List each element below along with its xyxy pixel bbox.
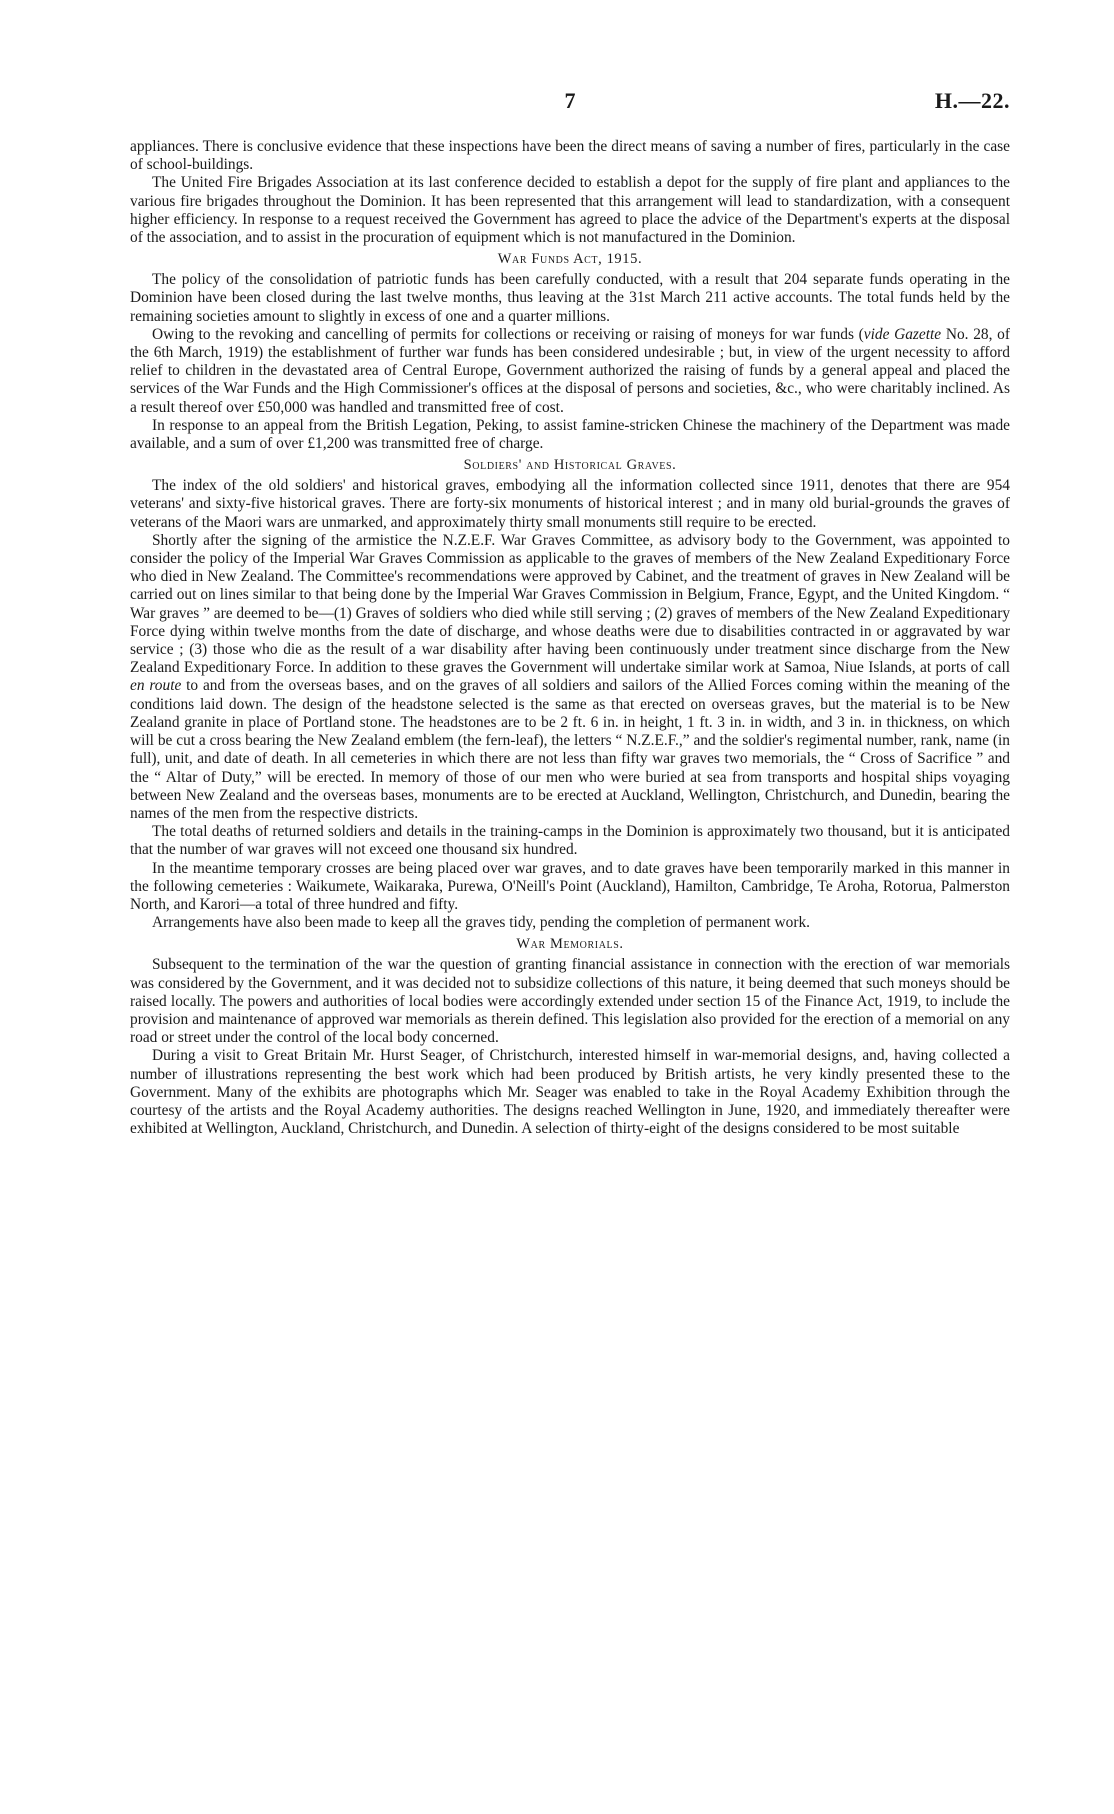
page-header [130, 88, 1010, 124]
document-page [130, 88, 1010, 1138]
paragraph-committee-part-a: Shortly after the signing of the armistice the N.Z.E.F. War Graves Committee, as advisory body to the Government, was appointed to consider the policy of the Imperial War Graves Commission as applicable to the graves of members of the New Zealand Expeditionary Force who died in New Zealand. The Committee's recommendations were approved by Cabinet, and the treatment of graves in New Zealand will be carried out on lines similar to that being done by the Imperial War Graves Commission in Belgium, France, Egypt, and the United Kingdom. “ War graves ” are deemed to be—(1) Graves of soldiers who died while still serving ; (2) graves of members of the New Zealand Expeditionary Force dying within twelve months from the date of discharge, and whose deaths were due to disabilities contracted in or aggravated by war service ; (3) those who die as the result of a war disability after having been continuously under treatment since discharge from the New Zealand Expeditionary Force. In addition to these graves the Government will undertake similar work at Samoa, Niue Islands, at ports of call [130, 531, 1011, 677]
paragraph-permits [130, 326, 1010, 417]
vide-gazette-italic: vide Gazette [863, 325, 942, 343]
paragraph-peking-appeal: In response to an appeal from the British Legation, Peking, to assist famine-stricken Chinese the machinery of the Department was made available, and a sum of over £1,200 was transmitted free of charge. [130, 416, 1010, 453]
paragraph-permits-part-b: No. 28, of the 6th March, 1919) the establishment of further war funds has been considered undesirable ; but, in view of the urgent necessity to afford relief to children in the devastated area of Central Europe, Government authorized the raising of funds by a general appeal and placed the services of the War Funds and the High Commissioner's offices at the disposal of persons and societies, &c., who were charitably inclined. As a result thereof over £50,000 was handled and transmitted free of cost. [130, 325, 1010, 416]
paragraph-appliances: appliances. There is conclusive evidence that these inspections have been the direct means of saving a number of fires, particularly in the case of school-buildings. [130, 138, 1010, 174]
paragraph-total-deaths: The total deaths of returned soldiers and details in the training-camps in the Dominion is approximately two thousand, but it is anticipated that the number of war graves will not exceed one thousand six hundred. [130, 823, 1010, 859]
paragraph-graves-index: The index of the old soldiers' and historical graves, embodying all the information collected since 1911, denotes that there are 954 veterans' and sixty-five historical graves. There are forty-six monuments of historical interest ; and in many old burial-grounds the graves of veterans of the Maori wars are unmarked, and approximately thirty small monuments still require to be erected. [130, 477, 1010, 531]
paragraph-committee-part-b: to and from the overseas bases, and on the graves of all soldiers and sailors of the Allied Forces coming within the meaning of the conditions laid down. The design of the headstone selected is the same as that erected on overseas graves, but the material is to be New Zealand granite in place of Portland stone. The headstones are to be 2 ft. 6 in. in height, 1 ft. 3 in. in width, and 3 in. in thickness, on which will be cut a cross bearing the New Zealand emblem (the fern-leaf), the letters “ N.Z.E.F.,” and the soldier's regimental number, rank, name (in full), unit, and date of death. In all cemeteries in which there are not less than fifty war graves two memorials, the “ Cross of Sacrifice ” and the “ Altar of Duty,” will be erected. In memory of those of our men who were buried at sea from transports and hospital ships voyaging between New Zealand and the overseas bases, monuments are to be erected at Auckland, Wellington, Christchurch, and Dunedin, bearing the names of the men from the respective districts. [130, 677, 1010, 822]
paragraph-hurst-seager: During a visit to Great Britain Mr. Hurst Seager, of Christchurch, interested himself in war-memorial designs, and, having collected a number of illustrations representing the best work which had been produced by British artists, he very kindly presented these to the Government. Many of the exhibits are photographs which Mr. Seager was enabled to take in the Royal Academy Exhibition through the courtesy of the artists and the Royal Academy authorities. The designs reached Wellington in June, 1920, and immediately thereafter were exhibited at Wellington, Auckland, Christchurch, and Dunedin. A selection of thirty-eight of the designs considered to be most suitable [130, 1047, 1010, 1138]
heading-soldiers-graves: Soldiers' and Historical Graves. [463, 457, 677, 474]
paragraph-graves-tidy: Arrangements have also been made to keep all the graves tidy, pending the completion of permanent work. [152, 914, 811, 932]
en-route-italic: en route [130, 677, 182, 695]
paragraph-fire-brigades: The United Fire Brigades Association at its last conference decided to establish a depot for the supply of fire plant and appliances to the various fire brigades throughout the Dominion. It has been represented that this arrangement will lead to standardization, with a consequent higher efficiency. In response to a request received the Government has agreed to place the advice of the Department's experts at the disposal of the association, and to assist in the procuration of equipment which is not manufactured in the Dominion. [130, 174, 1010, 247]
heading-war-memorials: War Memorials. [516, 936, 624, 953]
heading-war-funds-act: War Funds Act, 1915. [497, 251, 643, 268]
paragraph-financial-assistance: Subsequent to the termination of the war the question of granting financial assistance in connection with the erection of war memorials was considered by the Government, and it was decided not to subsidize collections of this nature, it being deemed that such moneys should be raised locally. The powers and authorities of local bodies were accordingly extended under section 15 of the Finance Act, 1919, to include the provision and maintenance of approved war memorials as therein defined. This legislation also provided for the erection of a memorial on any road or street under the control of the local body concerned. [130, 956, 1010, 1047]
paragraph-permits-part-a: Owing to the revoking and cancelling of permits for collections or receiving or raising of moneys for war funds ( [152, 325, 864, 343]
paragraph-patriotic-funds: The policy of the consolidation of patriotic funds has been carefully conducted, with a result that 204 separate funds operating in the Dominion have been closed during the last twelve months, thus leaving at the 31st March 211 active accounts. The total funds held by the remaining societies amount to slightly in excess of one and a quarter millions. [130, 271, 1010, 325]
paragraph-temporary-crosses: In the meantime temporary crosses are being placed over war graves, and to date graves have been temporarily marked in this manner in the following cemeteries : Waikumete, Waikaraka, Purewa, O'Neill's Point (Auckland), Hamilton, Cambridge, Te Aroha, Rotorua, Palmerston North, and Karori—a total of three hundred and fifty. [130, 859, 1010, 913]
paragraph-war-graves-committee [130, 532, 1010, 823]
document-reference: H.—22. [934, 88, 1010, 113]
page-number: 7 [564, 88, 576, 113]
